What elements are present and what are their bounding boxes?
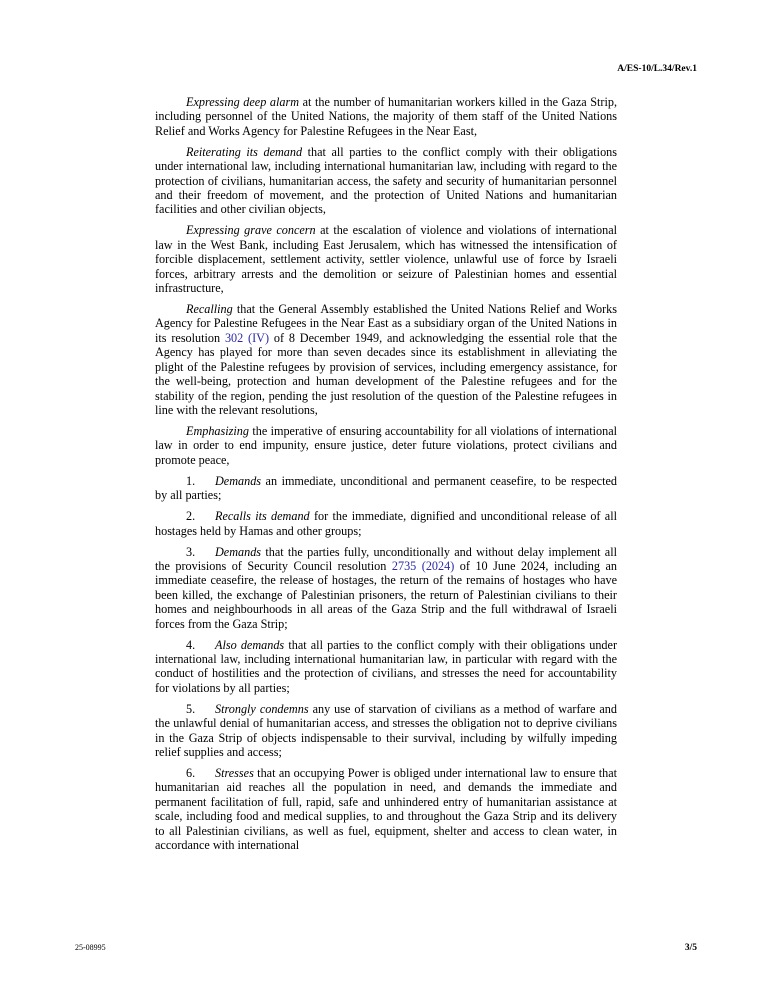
paragraph-lead: Recalling [186, 302, 233, 317]
preambular-paragraph [155, 424, 617, 467]
paragraph-text: of 10 June 2024, including an immediate ceasefire, the release of hostages, the return of the remains of hostages who have been killed, the exchange of Palestinian prisoners, the return of Palestinian civilians to their homes and neighbourhoods in all areas of the Gaza Strip and the full withdrawal of Israeli forces from the Gaza Strip; [155, 558, 617, 631]
paragraph-lead: Emphasizing [186, 423, 249, 438]
paragraph-text: that an occupying Power is obliged under international law to ensure that humanitarian aid reaches all the population in need, and demands the immediate and permanent facilitation of full, rapid, safe and unhindered entry of humanitarian assistance at scale, including food and medical supplies, to and throughout the Gaza Strip and its delivery to all Palestinian civilians, as well as fuel, equipment, shelter and access to clean water, in accordance with international [155, 766, 617, 853]
paragraph-lead: Strongly condemns [215, 701, 309, 716]
paragraph-lead: Stresses [215, 766, 254, 780]
operative-paragraph [155, 474, 617, 503]
paragraph-number: 2. [186, 509, 196, 524]
preambular-paragraph [155, 145, 617, 217]
operative-paragraph [155, 545, 617, 631]
preambular-paragraph [155, 223, 617, 295]
resolution-link[interactable]: 302 (IV) [224, 330, 270, 345]
paragraph-text: at the number of humanitarian workers killed in the Gaza Strip, including personnel of the United Nations, the majority of them staff of the United Nations Relief and Works Agency for Palestine Refugees in the Near East, [155, 95, 617, 138]
paragraph-text: of 8 December 1949, and acknowledging the essential role that the Agency has played for more than seven decades since its establishment in alleviating the plight of the Palestine refugees by provision of services, including emergency assistance, for the well-being, protection and human development of the Palestine refugees and for the stability of the region, pending the just resolution of the question of the Palestine refugees in line with the relevant resolutions, [155, 330, 618, 417]
operative-paragraph [155, 766, 617, 852]
paragraph-text: at the escalation of violence and violations of international law in the West Bank, including East Jerusalem, which has witnessed the intensification of forcible displacement, settlement activity, settler violence, unlawful use of force by Israeli forces, arbitrary arrests and the demolition or seizure of Palestinian homes and essential infrastructure, [155, 223, 617, 296]
document-symbol: A/ES-10/L.34/Rev.1 [617, 64, 697, 74]
paragraph-text: for the immediate, dignified and unconditional release of all hostages held by Hamas and other groups; [155, 509, 617, 538]
operative-paragraph [155, 638, 617, 696]
paragraph-text: the imperative of ensuring accountability for all violations of international law in order to end impunity, ensure justice, deter future violations, protect civilians and promote peace, [155, 423, 617, 467]
paragraph-lead: Also demands [215, 637, 285, 652]
paragraph-lead: Demands [215, 544, 262, 559]
paragraph-text: an immediate, unconditional and permanent ceasefire, to be respected by all parties; [155, 473, 617, 503]
paragraph-lead: Reiterating its demand [186, 144, 303, 159]
paragraph-number: 1. [186, 473, 196, 488]
paragraph-lead: Demands [215, 473, 262, 488]
paragraph-text: that the parties fully, unconditionally and without delay implement all the provisions of Security Council resolution [155, 544, 617, 573]
paragraph-number: 5. [186, 701, 196, 716]
operative-paragraph [155, 509, 617, 538]
operative-paragraph [155, 702, 617, 760]
paragraph-lead: Expressing grave concern [186, 223, 316, 238]
resolution-link[interactable]: 2735 (2024) [391, 558, 455, 573]
paragraph-text: that the General Assembly established the United Nations Relief and Works Agency for Palestine Refugees in the Near East as a subsidiary organ of the United Nations in its resolution [155, 302, 617, 345]
paragraph-lead: Expressing deep alarm [186, 95, 300, 109]
paragraph-number: 4. [186, 637, 196, 652]
document-number: 25-08995 [75, 943, 106, 952]
preambular-paragraph [155, 95, 617, 138]
paragraph-number: 6. [186, 766, 196, 780]
paragraph-number: 3. [186, 544, 196, 559]
page-number: 3/5 [684, 943, 697, 953]
paragraph-text: any use of starvation of civilians as a method of warfare and the unlawful denial of humanitarian access, and stresses the obligation not to deprive civilians in the Gaza Strip of objects indispensable to their survival, including by wilfully impeding relief supplies and access; [155, 701, 617, 759]
paragraph-text: that all parties to the conflict comply with their obligations under international law, including international humanitarian law, in particular with regard with the conduct of hostilities and the protection of civilians, and stresses the need for accountability for violations by all parties; [155, 637, 617, 695]
paragraph-lead: Recalls its demand [215, 509, 310, 524]
paragraph-text: that all parties to the conflict comply with their obligations under international law, including international humanitarian law, including with regard to the protection of civilians, humanitarian access, the safety and security of humanitarian personnel and their freedom of movement, and the protection of United Nations and humanitarian facilities and other civilian objects, [155, 144, 618, 217]
preambular-paragraph [155, 302, 617, 417]
resolution-body [155, 95, 617, 859]
